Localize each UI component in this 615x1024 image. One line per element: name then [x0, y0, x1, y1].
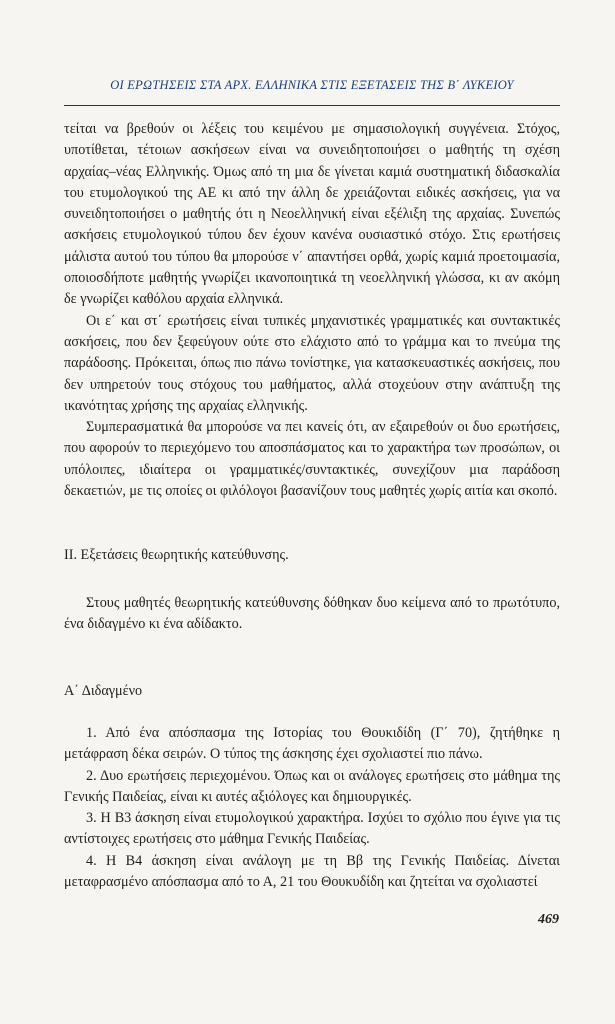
subsection-heading-taught: Α΄ Διδαγμένο [64, 683, 143, 699]
body-text-block [64, 119, 560, 502]
running-header: ΟΙ ΕΡΩΤΗΣΕΙΣ ΣΤΑ ΑΡΧ. ΕΛΛΗΝΙΚΑ ΣΤΙΣ ΕΞΕΤΑΣΕΙΣ ΤΗΣ Β΄ ΛΥΚΕΙΟΥ [110, 78, 514, 92]
list-item: 3. Η Β3 άσκηση είναι ετυμολογικού χαρακτήρα. Ισχύει το σχόλιο που έγινε για τις αντίστοιχες ερωτήσεις στο μάθημα Γενικής Παιδείας. [64, 810, 560, 848]
header-rule [64, 105, 560, 106]
list-item: 1. Από ένα απόσπασμα της Ιστορίας του Θουκιδίδη (Γ΄ 70), ζητήθηκε η μετάφραση δέκα σειρών. Ο τύπος της άσκησης έχει σχολιαστεί πιο πάνω. [64, 725, 560, 763]
paragraph-grammar-questions: Οι ε΄ και στ΄ ερωτήσεις είναι τυπικές μηχανιστικές γραμματικές και συντακτικές ασκήσεις, που δεν ξεφεύγουν ούτε στο ελάχιστο από το γράμμα και το πνεύμα της παράδοσης. Πρόκειται, όπως πιο πάνω τονίστηκε, για κατασκευαστικές ασκήσεις, που δεν υπηρετούν τους στόχους του μαθήματος, αλλά στοχεύουν στην ανάπτυξη της ικανότητας χρήσης της αρχαίας ελληνικής. [64, 312, 560, 414]
paragraph-conclusion: Συμπερασματικά θα μπορούσε να πει κανείς ότι, αν εξαιρεθούν οι δυο ερωτήσεις, που αφορούν το περιεχόμενο του αποσπάσματος και το χαρακτήρα των προσώπων, οι υπόλοιπες, ιδιαίτερα οι γραμματικές/συντακτικές, συνεχίζουν μια παράδοση δεκαετιών, με τις οποίες οι φιλόλογοι βασανίζουν τους μαθητές χωρίς αιτία και σκοπό. [64, 419, 560, 500]
paragraph-etymology: τείται να βρεθούν οι λέξεις του κειμένου με σημασιολογική συγγένεια. Στόχος, υποτίθεται, τέτοιων ασκήσεων είναι να συνειδητοποιήσει ο μαθητής τη σχέση αρχαίας–νέας Ελληνικής. Όμως από τη μια δε γίνεται καμιά συστηματική διδασκαλία του ετυμολογικού της ΑΕ κι από την άλλη δε χρειάζονται ειδικές ασκήσεις, για να συνειδητοποιήσει ο μαθητής ότι η Νεοελληνική είναι εξέλιξη της αρχαίας. Συνεπώς ασκήσεις ετυμολογικού τύπου δεν έχουν κανένα ουσιαστικό στόχο. Στις ερωτήσεις μάλιστα αυτού του τύπου θα μπορούσε ν΄ απαντήσει ορθά, χωρίς καμιά προετοιμασία, οποιοσδήποτε μαθητής γνωρίζει ικανοποιητικά τη νεοελληνική γλώσσα, κι αν ακόμη δε γνωρίζει καθόλου αρχαία ελληνικά. [64, 121, 560, 308]
paragraph-section-intro: Στους μαθητές θεωρητικής κατεύθυνσης δόθηκαν δυο κείμενα από το πρωτότυπο, ένα διδαγμένο κι ένα αδίδακτο. [64, 595, 560, 633]
section-heading-theoretical: ΙΙ. Εξετάσεις θεωρητικής κατεύθυνσης. [64, 547, 289, 563]
list-item: 2. Δυο ερωτήσεις περιεχομένου. Όπως και οι ανάλογες ερωτήσεις στο μάθημα της Γενικής Παιδείας, είναι κι αυτές αξιόλογες και δημιουργικές. [64, 767, 560, 805]
section-intro [64, 593, 560, 636]
numbered-list [64, 723, 560, 893]
page-number: 469 [538, 912, 559, 927]
list-item: 4. Η Β4 άσκηση είναι ανάλογη με τη Ββ της Γενικής Παιδείας. Δίνεται μεταφρασμένο απόσπασμα από το Α, 21 του Θουκυδίδη και ζητείται να σχολιαστεί [64, 852, 560, 891]
